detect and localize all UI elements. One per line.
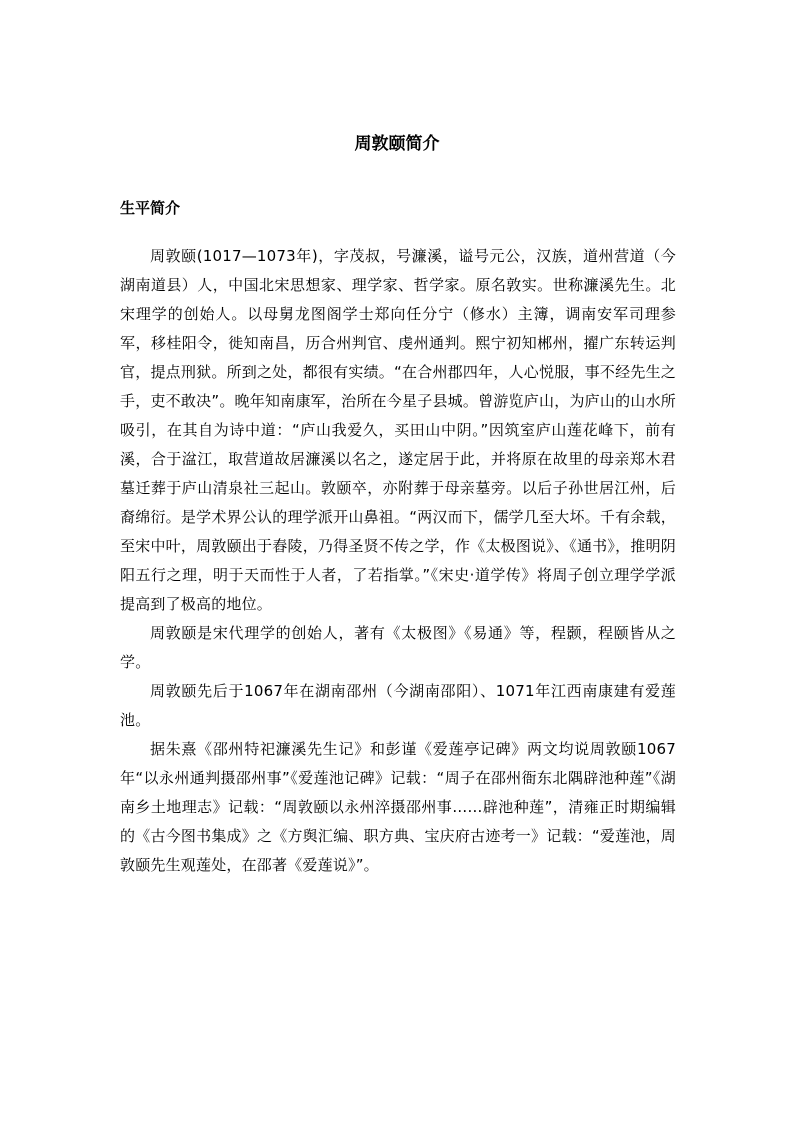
document-title: 周敦颐简介 xyxy=(354,134,440,154)
paragraph-works: 周敦颐是宋代理学的创始人，著有《太极图》《易通》等，程颢，程颐皆从之学。 xyxy=(120,624,676,671)
paragraph-biography: 周敦颐(1017—1073年)，字茂叔，号濂溪，谥号元公，汉族，道州营道（今湖南道县）人，中国北宋思想家、理学家、哲学家。原名敦实。世称濂溪先生。北宋理学的创始人。以母舅龙图阁学士郑向任分宁（修水）主簿，调南安军司理参军，移桂阳令，徙知南昌，历合州判官、虔州通判。熙宁初知郴州，擢广东转运判官，提点刑狱。所到之处，都很有实绩。“在合州郡四年，人心悦服，事不经先生之手，吏不敢决”。晚年知南康军，治所在今星子县城。曾游览庐山，为庐山的山水所吸引，在其自为诗中道：“庐山我爱久，买田山中阴。”因筑室庐山莲花峰下，前有溪，合于湓江，取营道故居濂溪以名之，遂定居于此，并将原在故里的母亲郑木君墓迁葬于庐山清泉社三起山。敦颐卒，亦附葬于母亲墓旁。以后子孙世居江州，后裔绵衍。是学术界公认的理学派开山鼻祖。“两汉而下，儒学几至大坏。千有余载，至宋中叶，周敦颐出于舂陵，乃得圣贤不传之学，作《太极图说》、《通书》，推明阴阳五行之理，明于天而性于人者，了若指掌。”《宋史·道学传》将周子创立理学学派提高到了极高的地位。 xyxy=(120,247,676,613)
document-body xyxy=(120,242,676,880)
section-heading: 生平简介 xyxy=(120,199,181,217)
paragraph-records: 据朱熹《邵州特祀濂溪先生记》和彭谨《爱莲亭记碑》两文均说周敦颐1067年“以永州通判摄邵州事”《爱莲池记碑》记载：“周子在邵州衙东北隅辟池种莲”《湖南乡土地理志》记载：“周敦颐以永州淬摄邵州事……辟池种莲”，清雍正时期编辑的《古今图书集成》之《方舆汇编、职方典、宝庆府古迹考一》记载：“爱莲池，周敦颐先生观莲处，在邵著《爱莲说》”。 xyxy=(120,740,676,874)
paragraph-lotus-pond: 周敦颐先后于1067年在湖南邵州（今湖南邵阳）、1071年江西南康建有爱莲池。 xyxy=(120,682,676,729)
